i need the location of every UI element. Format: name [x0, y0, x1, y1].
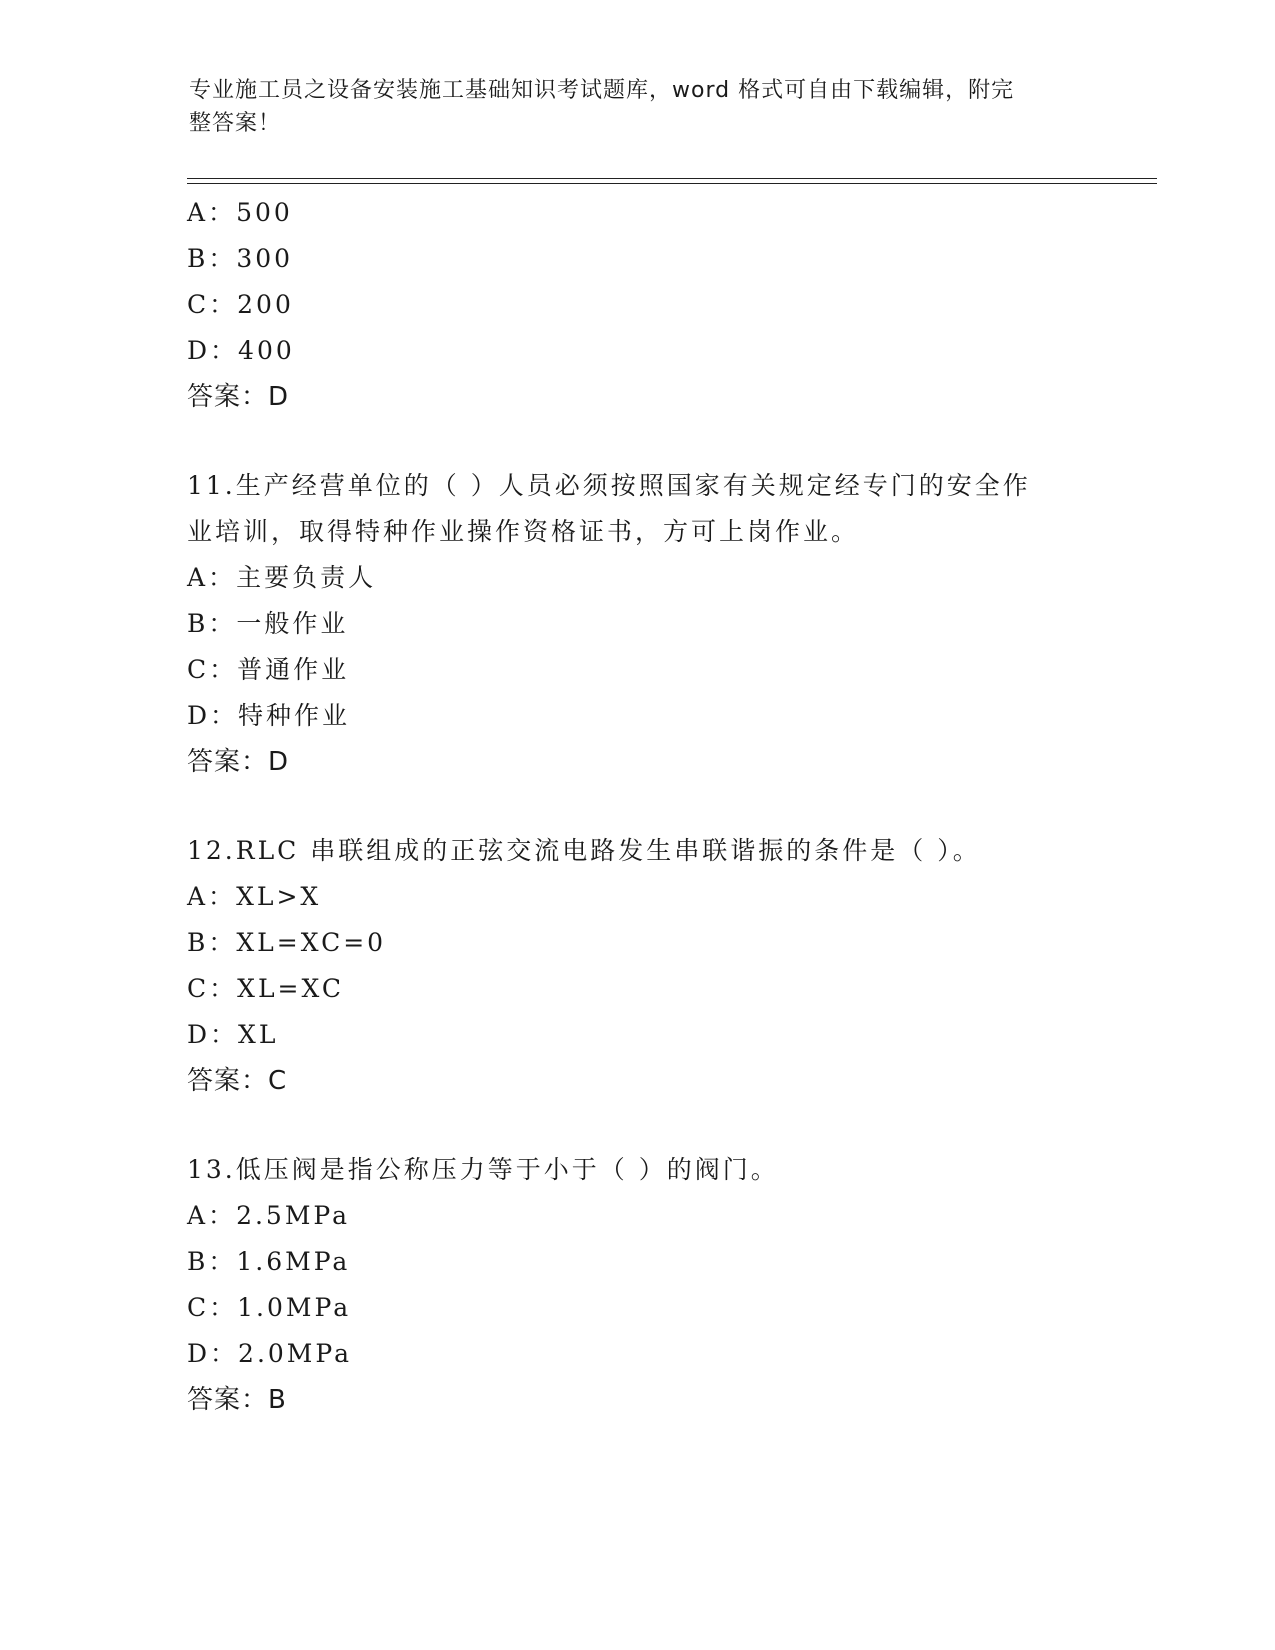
option-text: 300 — [236, 244, 294, 273]
option-d — [187, 693, 1087, 739]
option-text: 200 — [237, 290, 294, 319]
option-text: 一般作业 — [236, 609, 349, 638]
option-text: XL=XC — [237, 974, 344, 1003]
answer: 答案：C — [187, 1066, 288, 1096]
option-text: 2.0MPa — [238, 1339, 353, 1368]
option-d — [187, 1331, 1087, 1377]
option-text: 400 — [238, 336, 295, 365]
option-label: A： — [187, 1201, 237, 1230]
option-a — [187, 1193, 1087, 1239]
option-text: XL>X — [236, 882, 322, 911]
document-header — [189, 74, 1069, 140]
option-label: D： — [187, 1339, 239, 1368]
answer: 答案：D — [187, 382, 290, 412]
option-c — [187, 1285, 1087, 1331]
option-label: C： — [187, 290, 238, 319]
option-c — [187, 966, 1087, 1012]
option-d — [187, 1012, 1087, 1058]
option-label: D： — [187, 1020, 239, 1049]
option-label: C： — [187, 655, 238, 684]
question-stem-line-1: 11.生产经营单位的（ ）人员必须按照国家有关规定经专门的安全作 — [187, 471, 1031, 500]
option-text: 2.5MPa — [236, 1201, 351, 1230]
question-13 — [187, 1147, 1087, 1423]
option-text: 普通作业 — [237, 655, 350, 684]
option-text: XL — [238, 1020, 279, 1049]
option-label: C： — [187, 1293, 238, 1322]
header-title-line-2: 整答案！ — [189, 111, 282, 136]
option-c — [187, 282, 1087, 328]
answer: 答案：B — [187, 1385, 287, 1415]
question-10 — [187, 190, 1087, 420]
option-label: A： — [187, 563, 237, 592]
question-11 — [187, 463, 1087, 785]
option-label: B： — [187, 244, 237, 273]
header-title-line-1: 专业施工员之设备安装施工基础知识考试题库，word 格式可自由下载编辑，附完 — [189, 78, 1015, 103]
option-text: 主要负责人 — [236, 563, 377, 592]
answer: 答案：D — [187, 747, 290, 777]
option-a — [187, 874, 1087, 920]
option-label: D： — [187, 336, 239, 365]
header-divider-top — [187, 178, 1157, 179]
question-12 — [187, 828, 1087, 1104]
option-label: A： — [187, 882, 237, 911]
option-label: A： — [187, 198, 237, 227]
option-d — [187, 328, 1087, 374]
option-text: 500 — [236, 198, 293, 227]
question-stem-line-1: 12.RLC 串联组成的正弦交流电路发生串联谐振的条件是（ ）。 — [187, 836, 981, 865]
option-text: XL=XC=0 — [236, 928, 387, 957]
question-stem — [187, 828, 1067, 874]
option-b — [187, 920, 1087, 966]
option-text: 特种作业 — [238, 701, 351, 730]
question-stem-line-2: 业培训，取得特种作业操作资格证书，方可上岗作业。 — [187, 517, 860, 546]
option-b — [187, 236, 1087, 282]
option-label: D： — [187, 701, 239, 730]
option-text: 1.0MPa — [237, 1293, 352, 1322]
option-b — [187, 1239, 1087, 1285]
option-label: B： — [187, 609, 237, 638]
option-a — [187, 555, 1087, 601]
header-divider-bottom — [187, 183, 1157, 184]
option-label: B： — [187, 928, 237, 957]
option-text: 1.6MPa — [236, 1247, 351, 1276]
option-label: B： — [187, 1247, 237, 1276]
option-label: C： — [187, 974, 238, 1003]
option-b — [187, 601, 1087, 647]
question-stem-line-1: 13.低压阀是指公称压力等于小于（ ）的阀门。 — [187, 1155, 779, 1184]
question-stem — [187, 463, 1067, 555]
option-c — [187, 647, 1087, 693]
option-a — [187, 190, 1087, 236]
question-list — [187, 190, 1087, 1423]
question-stem — [187, 1147, 1067, 1193]
